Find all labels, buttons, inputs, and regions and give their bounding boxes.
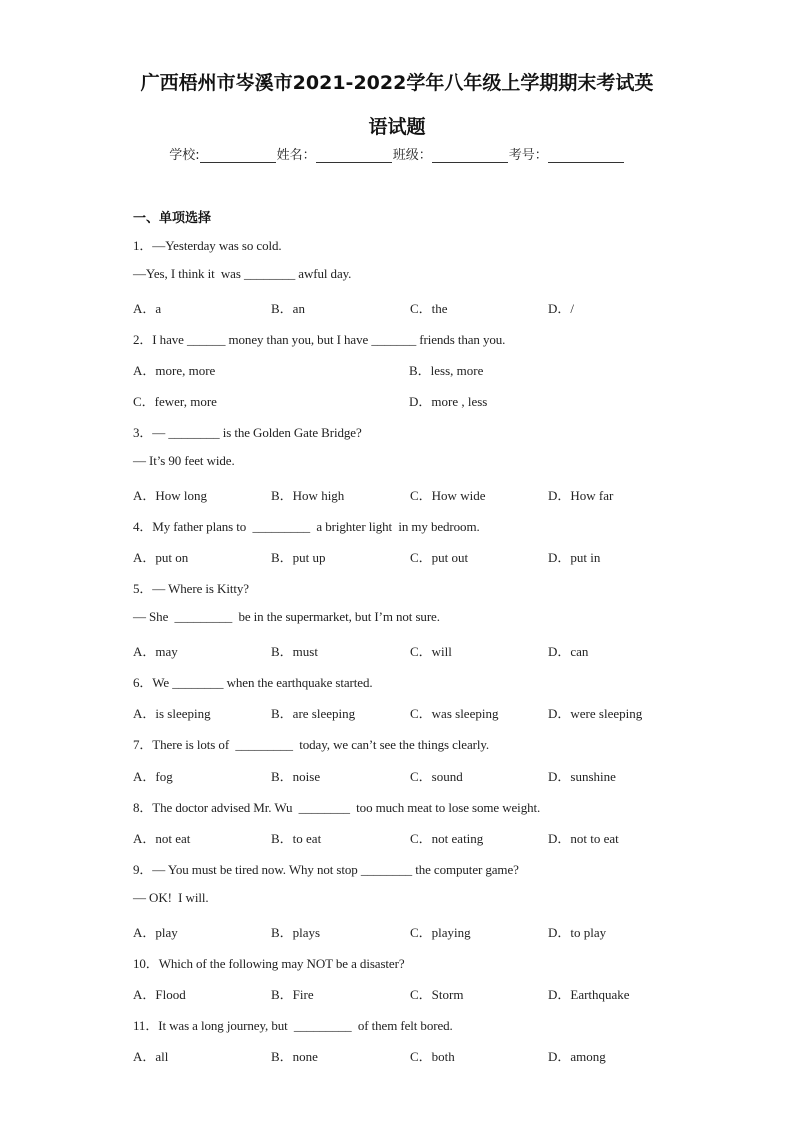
question-text: 6．We ________ when the earthquake started. xyxy=(133,675,373,690)
answer-option[interactable]: B．less, more xyxy=(409,363,484,378)
answer-option[interactable]: A．Flood xyxy=(133,987,186,1002)
answer-option[interactable]: D．can xyxy=(548,644,589,659)
answer-option[interactable]: A．is sleeping xyxy=(133,706,211,721)
question-text: 9．— You must be tired now. Why not stop ________ the computer game? xyxy=(133,862,519,877)
question-text: 3．— ________ is the Golden Gate Bridge? xyxy=(133,425,362,440)
answer-option[interactable]: B．Fire xyxy=(271,987,314,1002)
answer-option[interactable]: A．a xyxy=(133,301,162,316)
answer-option[interactable]: A．all xyxy=(133,1049,169,1064)
class-label: 班级： xyxy=(392,148,432,163)
answer-option[interactable]: C．the xyxy=(410,301,448,316)
document-title-line-1: 广西梧州市岑溪市2021-2022学年八年级上学期期末考试英 xyxy=(140,72,654,94)
question-text: 5．— Where is Kitty? xyxy=(133,581,249,596)
question-text: —Yes, I think it was ________ awful day. xyxy=(133,266,352,281)
question-text: — It’s 90 feet wide. xyxy=(133,453,235,468)
answer-option[interactable]: C．put out xyxy=(410,550,469,565)
question-text: — OK! I will. xyxy=(133,890,209,905)
answer-option[interactable]: B．none xyxy=(271,1049,318,1064)
answer-option[interactable]: C．sound xyxy=(410,769,463,784)
question-text: — She _________ be in the supermarket, but I’m not sure. xyxy=(133,609,440,624)
answer-option[interactable]: D．/ xyxy=(548,301,575,316)
number-label: 考号： xyxy=(508,148,548,163)
answer-option[interactable]: D．Earthquake xyxy=(548,987,630,1002)
answer-option[interactable]: A．more, more xyxy=(133,363,216,378)
answer-option[interactable]: A．put on xyxy=(133,550,189,565)
answer-option[interactable]: B．noise xyxy=(271,769,321,784)
name-blank[interactable] xyxy=(316,148,392,163)
question-text: 1．—Yesterday was so cold. xyxy=(133,238,282,253)
answer-option[interactable]: D．more , less xyxy=(409,394,488,409)
question-text: 7．There is lots of _________ today, we can’t see the things clearly. xyxy=(133,737,490,752)
school-label: 学校: xyxy=(169,148,200,163)
number-blank[interactable] xyxy=(548,148,624,163)
answer-option[interactable]: B．are sleeping xyxy=(271,706,356,721)
answer-option[interactable]: D．to play xyxy=(548,925,607,940)
question-text: 8．The doctor advised Mr. Wu ________ too much meat to lose some weight. xyxy=(133,800,541,815)
answer-option[interactable]: A．play xyxy=(133,925,178,940)
answer-option[interactable]: D．not to eat xyxy=(548,831,619,846)
answer-option[interactable]: C．How wide xyxy=(410,488,486,503)
answer-option[interactable]: D．among xyxy=(548,1049,606,1064)
answer-option[interactable]: A．How long xyxy=(133,488,208,503)
answer-option[interactable]: C．Storm xyxy=(410,987,464,1002)
answer-option[interactable]: B．put up xyxy=(271,550,326,565)
school-blank[interactable] xyxy=(200,148,276,163)
answer-option[interactable]: B．plays xyxy=(271,925,321,940)
question-text: 4．My father plans to _________ a brighter light in my bedroom. xyxy=(133,519,480,534)
answer-option[interactable]: C．not eating xyxy=(410,831,484,846)
answer-option[interactable]: C．playing xyxy=(410,925,471,940)
answer-option[interactable]: A．may xyxy=(133,644,178,659)
answer-option[interactable]: D．put in xyxy=(548,550,601,565)
answer-option[interactable]: B．must xyxy=(271,644,318,659)
answer-option[interactable]: A．fog xyxy=(133,769,173,784)
class-blank[interactable] xyxy=(432,148,508,163)
question-text: 2．I have ______ money than you, but I have _______ friends than you. xyxy=(133,332,506,347)
answer-option[interactable]: D．How far xyxy=(548,488,614,503)
answer-option[interactable]: C．will xyxy=(410,644,452,659)
answer-option[interactable]: C．was sleeping xyxy=(410,706,499,721)
student-info-row xyxy=(0,144,794,163)
answer-option[interactable]: D．were sleeping xyxy=(548,706,643,721)
answer-option[interactable]: A．not eat xyxy=(133,831,191,846)
question-text: 10．Which of the following may NOT be a disaster? xyxy=(133,956,405,971)
document-title-line-2: 语试题 xyxy=(368,116,426,138)
answer-option[interactable]: B．an xyxy=(271,301,305,316)
answer-option[interactable]: C．both xyxy=(410,1049,455,1064)
name-label: 姓名： xyxy=(276,148,316,163)
section-heading: 一、单项选择 xyxy=(133,211,212,226)
answer-option[interactable]: B．to eat xyxy=(271,831,322,846)
question-text: 11．It was a long journey, but _________ of them felt bored. xyxy=(133,1018,453,1033)
answer-option[interactable]: D．sunshine xyxy=(548,769,616,784)
answer-option[interactable]: C．fewer, more xyxy=(133,394,217,409)
answer-option[interactable]: B．How high xyxy=(271,488,345,503)
